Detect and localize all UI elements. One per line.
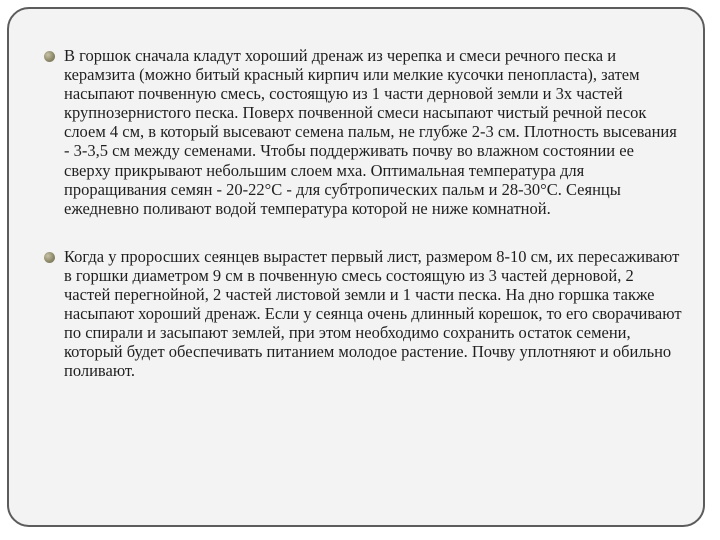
slide-content (42, 46, 682, 381)
bullet-icon (44, 252, 55, 263)
bullet-text: В горшок сначала кладут хороший дренаж из черепка и смеси речного песка и керамзита (можно битый красный кирпич или мелкие кусочки пенопласта), затем насыпают почвенную смесь, состоящую из 1 части дерновой земли и 3х частей крупнозернистого песка. Поверх почвенной смеси насыпают чистый речной песок слоем 4 см, в который высевают семена пальм, не глубже 2-3 см. Плотность высевания - 3-3,5 см между семенами. Чтобы поддерживать почву во влажном состоянии ее сверху прикрывают небольшим слоем мха. Оптимальная температура для проращивания семян - 20-22°С - для субтропических пальм и 28-30°С. Сеянцы ежедневно поливают водой температура которой не ниже комнатной. (64, 46, 677, 218)
bullet-text: Когда у проросших сеянцев вырастет первый лист, размером 8-10 см, их пересаживают в горшки диаметром 9 см в почвенную смесь состоящую из 3 частей дерновой, 2 частей перегнойной, 2 частей листовой земли и 1 части песка. На дно горшка также насыпают хороший дренаж. Если у сеянца очень длинный корешок, то его сворачивают по спирали и засыпают землей, при этом необходимо сохранить остаток семени, который будет обеспечивать питанием молодое растение. Почву уплотняют и обильно поливают. (64, 246, 682, 381)
bullet-item (42, 46, 682, 218)
bullet-icon (44, 51, 55, 62)
bullet-item (42, 247, 682, 381)
